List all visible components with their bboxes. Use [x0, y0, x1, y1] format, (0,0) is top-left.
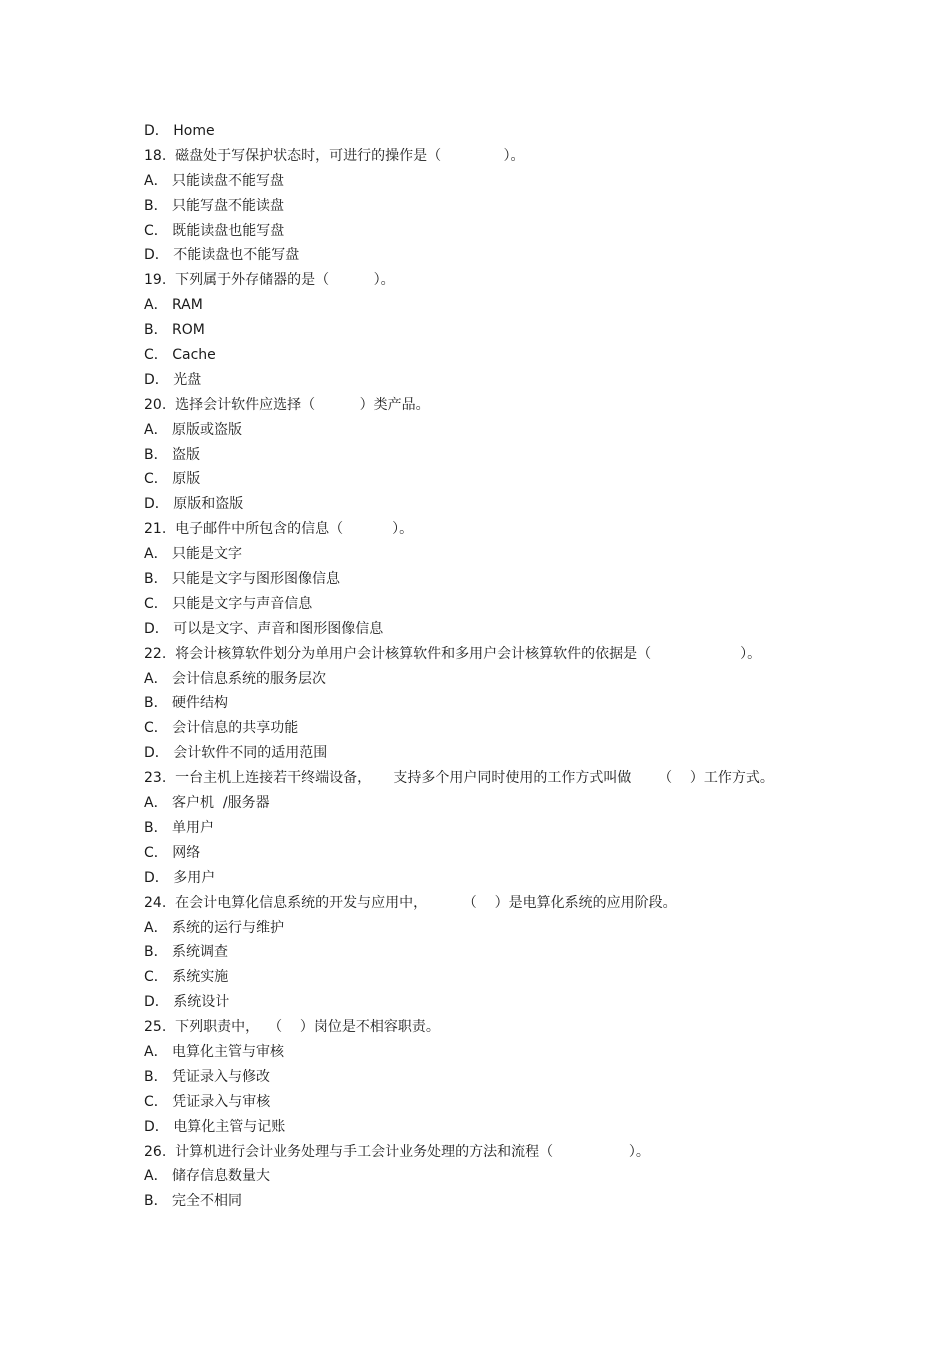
option-line: C． 系统实施: [144, 969, 229, 986]
question-line: 18. 磁盘处于写保护状态时，可进行的操作是（ ）。: [144, 147, 525, 164]
option-line: B． 硬件结构: [144, 695, 229, 712]
option-line: A． 客户机 /服务器: [144, 795, 270, 812]
option-line: B． 只能写盘不能读盘: [144, 197, 285, 214]
question-line: 23. 一台主机上连接若干终端设备， 支持多个用户同时使用的工作方式叫做 （ ）工作方式。: [144, 770, 774, 787]
option-line: A． 只能读盘不能写盘: [144, 172, 285, 189]
option-line: B． 只能是文字与图形图像信息: [144, 571, 341, 588]
option-line: C． 既能读盘也能写盘: [144, 222, 285, 239]
option-line: D． 多用户: [144, 869, 216, 886]
option-line: B． 单用户: [144, 819, 215, 836]
option-line: D． 原版和盗版: [144, 496, 244, 513]
option-line: A． RAM: [144, 297, 203, 314]
question-line: 26. 计算机进行会计业务处理与手工会计业务处理的方法和流程（ ）。: [144, 1143, 650, 1160]
question-line: 19. 下列属于外存储器的是（ ）。: [144, 272, 395, 289]
question-line: 21. 电子邮件中所包含的信息（ ）。: [144, 521, 414, 538]
option-line: D． 可以是文字、声音和图形图像信息: [144, 620, 384, 637]
option-line: C． 会计信息的共享功能: [144, 720, 299, 737]
question-line: 20. 选择会计软件应选择（ ）类产品。: [144, 396, 430, 413]
option-line: A． 电算化主管与审核: [144, 1043, 285, 1060]
option-line: C． 原版: [144, 471, 201, 488]
option-line: A． 会计信息系统的服务层次: [144, 670, 327, 687]
option-line: A． 原版或盗版: [144, 421, 243, 438]
option-line: D． 光盘: [144, 371, 202, 388]
question-line: 22. 将会计核算软件划分为单用户会计核算软件和多用户会计核算软件的依据是（ ）。: [144, 645, 762, 662]
document-page: [144, 119, 834, 1214]
option-line: A． 系统的运行与维护: [144, 919, 285, 936]
option-line: B． 盗版: [144, 446, 201, 463]
option-line: D． 会计软件不同的适用范围: [144, 745, 328, 762]
option-line: A． 储存信息数量大: [144, 1168, 271, 1185]
option-line: D． 系统设计: [144, 994, 230, 1011]
option-line: D． Home: [144, 123, 215, 139]
option-line: B． ROM: [144, 322, 205, 339]
option-line: D． 电算化主管与记账: [144, 1118, 286, 1135]
option-line: C． 凭证录入与审核: [144, 1093, 271, 1110]
option-line: B． 系统调查: [144, 944, 229, 961]
option-line: D． 不能读盘也不能写盘: [144, 247, 300, 264]
option-line: B． 完全不相同: [144, 1193, 243, 1210]
option-line: C． Cache: [144, 347, 216, 364]
question-line: 24. 在会计电算化信息系统的开发与应用中， （ ）是电算化系统的应用阶段。: [144, 894, 677, 911]
question-line: 25. 下列职责中， （ ）岗位是不相容职责。: [144, 1019, 440, 1036]
option-line: C． 只能是文字与声音信息: [144, 595, 313, 612]
option-line: C． 网络: [144, 844, 201, 861]
option-line: A． 只能是文字: [144, 546, 243, 563]
option-line: B． 凭证录入与修改: [144, 1068, 271, 1085]
